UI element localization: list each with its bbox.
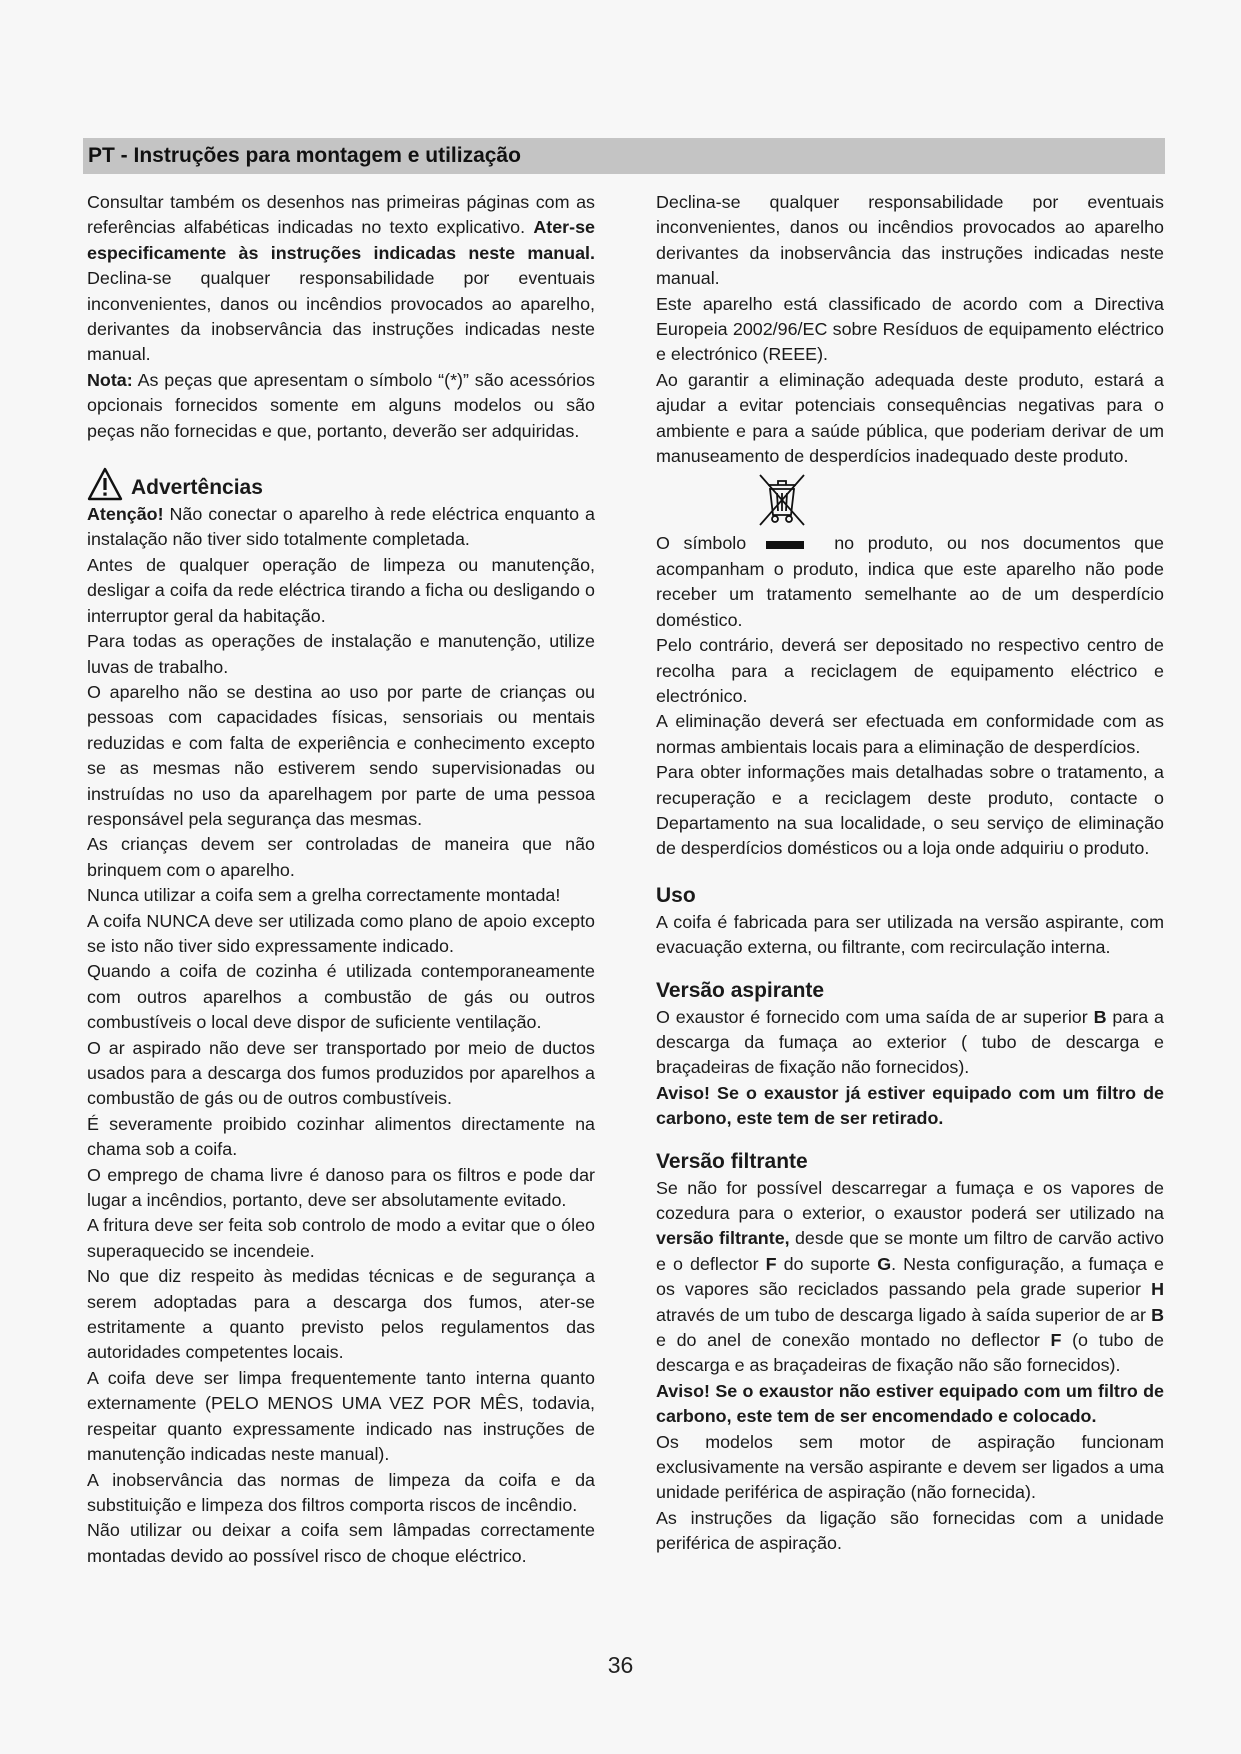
filtrante-text-5: através de um tubo de descarga ligado à saída superior de ar [656,1304,1152,1325]
filtrante-paragraph [656,1176,1164,1379]
disposal-paragraph: Ao garantir a eliminação adequada deste produto, estará a ajudar a evitar potenciais consequências negativas para o ambiente e para a saúde pública, que poderiam derivar de um manuseamento de desperdícios inadequado deste produto. [656,369,1164,467]
warning-paragraph: Quando a coifa de cozinha é utilizada contemporaneamente com outros aparelhos a combustão de gás ou outros combustíveis o local deve dispor de suficiente ventilação. [87,961,595,1033]
weee-directive-paragraph: Este aparelho está classificado de acordo com a Directiva Europeia 2002/96/EC sobre Resíduos de equipamento eléctrico e electrónico (REEE). [656,293,1164,365]
warning-paragraph: A inobservância das normas de limpeza da coifa e da substituição e limpeza dos filtros comporta riscos de incêndio. [87,1469,595,1515]
warning-paragraph: Para todas as operações de instalação e manutenção, utilize luvas de trabalho. [87,631,595,677]
warning-triangle-icon [87,466,123,502]
ref-f: F [1050,1330,1062,1351]
uso-heading: Uso [656,883,696,907]
note-label: Nota: [87,369,133,390]
warning-paragraph: Nunca utilizar a coifa sem a grelha correctamente montada! [87,885,561,906]
warnings-heading: Advertências [131,476,263,500]
ref-b: B [1151,1304,1164,1325]
warning-paragraph: É severamente proibido cozinhar alimentos directamente na chama sob a coifa. [87,1113,595,1160]
filtrante-warning-text: Aviso! Se o exaustor não estiver equipado com um filtro de carbono, este tem de ser encomendado e colocado. [656,1380,1164,1427]
intro-text-2: Declina-se qualquer responsabilidade por eventuais inconvenientes, danos ou incêndios provocados ao aparelho, derivantes da inobservância das instruções indicadas neste manual. [87,268,595,365]
aspirante-heading: Versão aspirante [656,978,825,1002]
attention-paragraph [87,502,595,553]
note-text: As peças que apresentam o símbolo “(*)” são acessórios opcionais fornecidos somente em alguns modelos ou são peças não fornecidas e que, portanto, deverão ser adquiridas. [87,369,595,441]
filtrante-text-4: . Nesta configuração, a fumaça e os vapores são reciclados passando pela grade superior [656,1253,1164,1300]
weee-symbol-row [656,471,1164,531]
connection-paragraph: As instruções da ligação são fornecidas com a unidade periférica de aspiração. [656,1507,1164,1554]
warning-paragraph: A fritura deve ser feita sob controlo de modo a evitar que o óleo superaquecido se incendeie. [87,1215,595,1261]
section-title: PT - Instruções para montagem e utilização [83,138,1165,174]
intro-paragraph [87,190,595,368]
warning-paragraph: O emprego de chama livre é danoso para os filtros e pode dar lugar a incêndios, portanto, deve ser absolutamente evitado. [87,1164,595,1211]
disclaimer-paragraph: Declina-se qualquer responsabilidade por eventuais inconvenientes, danos ou incêndios provocados ao aparelho derivantes da inobservância das instruções indicadas neste manual. [656,192,1164,289]
aspirante-paragraph [656,1005,1164,1081]
ref-h: H [1151,1279,1164,1300]
warning-paragraph: Antes de qualquer operação de limpeza ou manutenção, desligar a coifa da rede eléctrica tirando a ficha ou desligando o interruptor geral da habitação. [87,554,595,626]
ref-b: B [1093,1006,1107,1027]
warning-paragraph: A coifa NUNCA deve ser utilizada como plano de apoio excepto se isto não tiver sido expressamente indicado. [87,910,595,956]
ref-f: F [765,1253,777,1274]
aspirante-warning [656,1081,1164,1132]
collection-paragraph: Pelo contrário, deverá ser depositado no respectivo centro de recolha para a reciclagem de equipamento eléctrico e electrónico. [656,635,1164,706]
left-column [87,190,595,1569]
warning-paragraph: A coifa deve ser limpa frequentemente tanto interna quanto externamente (PELO MENOS UMA VEZ POR MÊS, todavia, respeitar quanto expressamente indicado nas instruções de manutenção indicadas neste manual). [87,1367,595,1465]
intro-text: Consultar também os desenhos nas primeiras páginas com as referências alfabéticas indicadas no texto explicativo. [87,192,595,238]
crossed-bin-icon [754,471,810,529]
right-column [656,190,1164,1557]
filtrante-text-6: e do anel de conexão montado no deflector [656,1330,1051,1351]
attention-text: Não conectar o aparelho à rede eléctrica enquanto a instalação não tiver sido totalmente completada. [87,504,595,550]
intro-bold-text: Ater-se especificamente às instruções indicadas neste manual. [87,217,595,263]
warning-paragraph: O ar aspirado não deve ser transportado por meio de ductos usados para a descarga dos fumos produzidos por aparelhos a combustão de gás ou de outros combustíveis. [87,1037,595,1109]
regulation-paragraph: A eliminação deverá ser efectuada em conformidade com as normas ambientais locais para a eliminação de desperdícios. [656,711,1164,757]
filtrante-heading: Versão filtrante [656,1149,808,1173]
filtrante-text-3: do suporte [776,1253,878,1274]
filtrante-warning [656,1379,1164,1430]
aspirante-warning-text: Aviso! Se o exaustor já estiver equipado com um filtro de carbono, este tem de ser retirado. [656,1082,1164,1129]
warning-paragraph: Não utilizar ou deixar a coifa sem lâmpadas correctamente montadas devido ao possível risco de choque eléctrico. [87,1520,595,1566]
info-paragraph: Para obter informações mais detalhadas sobre o tratamento, a recuperação e a reciclagem deste produto, contacte o Departamento na sua localidade, o seu serviço de eliminação de desperdícios domésticos ou a loja onde adquiriu o produto. [656,762,1164,859]
ref-g: G [877,1253,892,1274]
filtrante-text: Se não for possível descarregar a fumaça e os vapores de cozedura para o exterior, o exaustor poderá ser utilizado na [656,1177,1164,1223]
note-paragraph [87,368,595,444]
filtrante-text-2: desde que se monte um filtro de carvão activo e o deflector [656,1228,1164,1274]
symbol-paragraph [656,531,1164,633]
motorless-paragraph: Os modelos sem motor de aspiração funcionam exclusivamente na versão aspirante e devem ser ligados a uma unidade periférica de aspiração (não fornecida). [656,1431,1164,1503]
page-number: 36 [607,1652,634,1678]
filtrante-bold: versão filtrante, [656,1228,790,1249]
symbol-text-post: no produto, ou nos documentos que acompanham o produto, indica que este aparelho não pode receber um tratamento semelhante ao de um desperdício doméstico. [656,533,1164,630]
filtrante-text-7: (o tubo de descarga e as braçadeiras de fixação não são fornecidos). [656,1330,1164,1376]
aspirante-text-2: para a descarga da fumaça ao exterior ( tubo de descarga e braçadeiras de fixação não fornecidos). [656,1006,1164,1078]
warning-paragraph: As crianças devem ser controladas de maneira que não brinquem com o aparelho. [87,834,595,880]
aspirante-text: O exaustor é fornecido com uma saída de ar superior [656,1006,1094,1027]
uso-paragraph: A coifa é fabricada para ser utilizada na versão aspirante, com evacuação externa, ou filtrante, com recirculação interna. [656,911,1164,958]
symbol-text-pre: O símbolo [656,533,747,554]
warning-paragraph: O aparelho não se destina ao uso por parte de crianças ou pessoas com capacidades físicas, sensoriais ou mentais reduzidas e com falta de experiência e conhecimento excepto se as mesmas não estiverem sendo supervisionadas ou instruídas no uso da aparelhagem por parte de uma pessoa responsável pela segurança das mesmas. [87,681,595,829]
warning-paragraph: No que diz respeito às medidas técnicas e de segurança a serem adoptadas para a descarga dos fumos, ater-se estritamente a quanto previsto pelos regulamentos das autoridades competentes locais. [87,1266,595,1363]
attention-label: Atenção! [87,504,164,525]
black-bar-icon [766,541,804,549]
warnings-heading-row [87,458,595,502]
